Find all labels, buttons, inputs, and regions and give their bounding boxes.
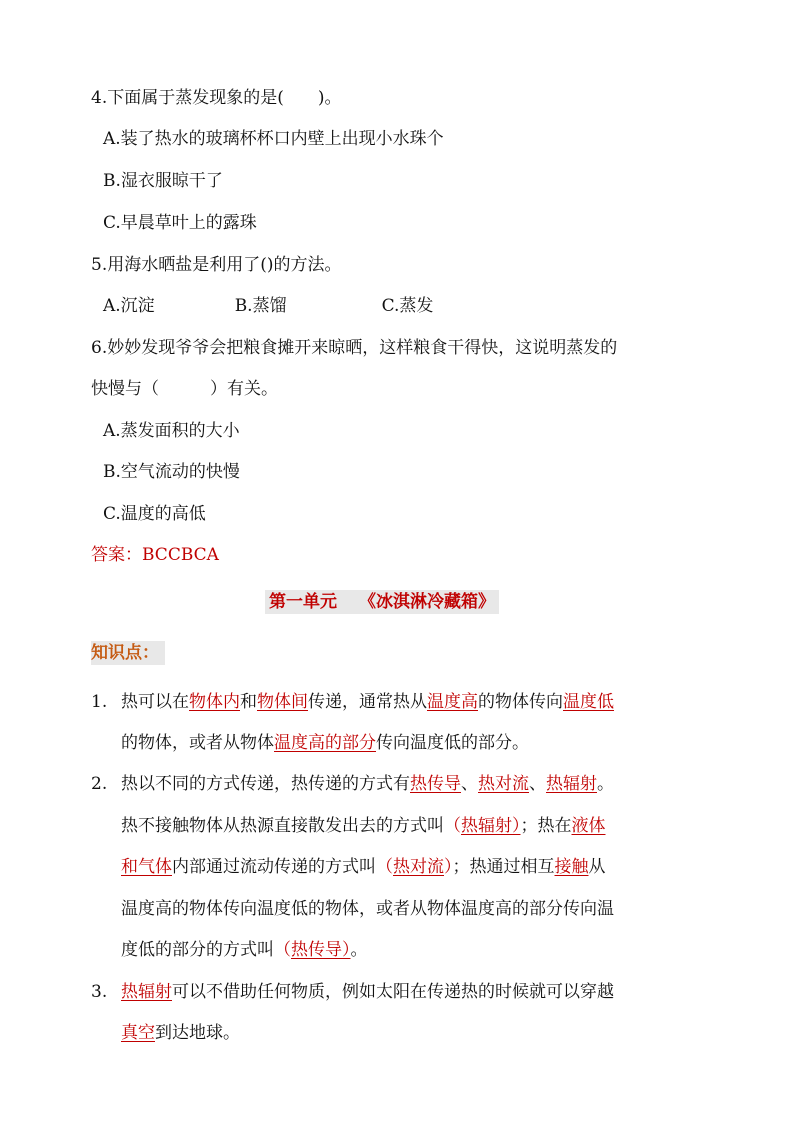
question-6-option-c: C.温度的高低	[103, 504, 206, 524]
unit-title	[265, 590, 499, 614]
text: 内部通过流动传递的方式叫	[172, 857, 376, 877]
key-term: 热对流	[393, 857, 444, 877]
question-5-options	[103, 294, 433, 318]
point-1-line-1	[121, 690, 614, 714]
paren: （	[376, 857, 393, 877]
key-term: 热辐射	[121, 982, 172, 1002]
text: ；热在	[520, 816, 572, 836]
point-2-number: 2.	[91, 774, 108, 794]
text: 热以不同的方式传递，热传递的方式有	[121, 774, 410, 794]
question-5-option-b: B.蒸馏	[234, 296, 287, 316]
text: 和	[240, 692, 257, 712]
unit-name: 第一单元	[269, 592, 337, 612]
question-5-option-a: A.沉淀	[103, 296, 155, 316]
key-term: 热辐射	[461, 816, 512, 836]
text: 传向温度低的部分。	[376, 733, 529, 753]
text: 的物体，或者从物体	[121, 733, 274, 753]
text: 。	[597, 774, 614, 794]
question-6-option-b: B.空气流动的快慢	[103, 462, 240, 482]
question-4-option-c: C.早晨草叶上的露珠	[103, 213, 257, 233]
point-2-line-4: 温度高的物体传向温度低的物体，或者从物体温度高的部分传向温	[121, 899, 614, 919]
text: 传递，通常热从	[308, 692, 427, 712]
point-2-line-1	[121, 772, 614, 796]
text: 的物体传向	[478, 692, 563, 712]
text: 、	[529, 774, 546, 794]
text: 热可以在	[121, 692, 189, 712]
paren: ）	[512, 816, 521, 836]
text: 热不接触物体从热源直接散发出去的方式叫	[121, 816, 444, 836]
question-5-stem: 5.用海水晒盐是利用了()的方法。	[91, 255, 342, 275]
question-6-stem-line2: 快慢与（ ）有关。	[91, 379, 278, 399]
text: 从	[588, 857, 606, 877]
text: 。	[350, 940, 368, 960]
key-term: 热传导	[291, 940, 342, 960]
unit-book-title: 《冰淇淋冷藏箱》	[359, 592, 495, 612]
paren: ）	[342, 940, 351, 960]
answer-key: 答案：BCCBCA	[91, 545, 219, 565]
question-4-option-a: A.装了热水的玻璃杯杯口内壁上出现小水珠个	[103, 129, 444, 149]
text: 、	[461, 774, 478, 794]
key-term: 和气体	[121, 857, 172, 877]
paren: （	[444, 816, 461, 836]
point-3-number: 3.	[91, 982, 108, 1002]
key-term: 物体间	[257, 692, 308, 712]
knowledge-points-label: 知识点：	[91, 641, 165, 665]
text: 到达地球。	[155, 1023, 240, 1043]
key-term: 液体	[571, 816, 606, 836]
point-3-line-1	[121, 980, 614, 1004]
key-term: 热对流	[478, 774, 529, 794]
key-term: 真空	[121, 1023, 155, 1043]
point-1-line-2	[121, 731, 529, 755]
key-term: 热辐射	[546, 774, 597, 794]
question-5-option-c: C.蒸发	[381, 296, 434, 316]
text: 可以不借助任何物质，例如太阳在传递热的时候就可以穿越	[172, 982, 614, 1002]
text: ；热通过相互	[452, 857, 555, 877]
point-2-line-3	[121, 855, 606, 879]
key-term: 温度高的部分	[274, 733, 376, 753]
paren: （	[274, 940, 291, 960]
question-4-option-b: B.湿衣服晾干了	[103, 171, 223, 191]
point-1-number: 1.	[91, 692, 108, 712]
key-term: 温度低	[563, 692, 614, 712]
question-6-option-a: A.蒸发面积的大小	[103, 421, 240, 441]
point-3-line-2	[121, 1021, 240, 1045]
key-term: 物体内	[189, 692, 240, 712]
question-4-stem: 4.下面属于蒸发现象的是( )。	[91, 88, 342, 108]
key-term: 热传导	[410, 774, 461, 794]
question-6-stem-line1: 6.妙妙发现爷爷会把粮食摊开来晾晒，这样粮食干得快，这说明蒸发的	[91, 338, 618, 358]
key-term: 接触	[554, 857, 589, 877]
point-2-line-5	[121, 938, 368, 962]
point-2-line-2	[121, 814, 606, 838]
paren: ）	[444, 857, 453, 877]
text: 度低的部分的方式叫	[121, 940, 274, 960]
key-term: 温度高	[427, 692, 478, 712]
